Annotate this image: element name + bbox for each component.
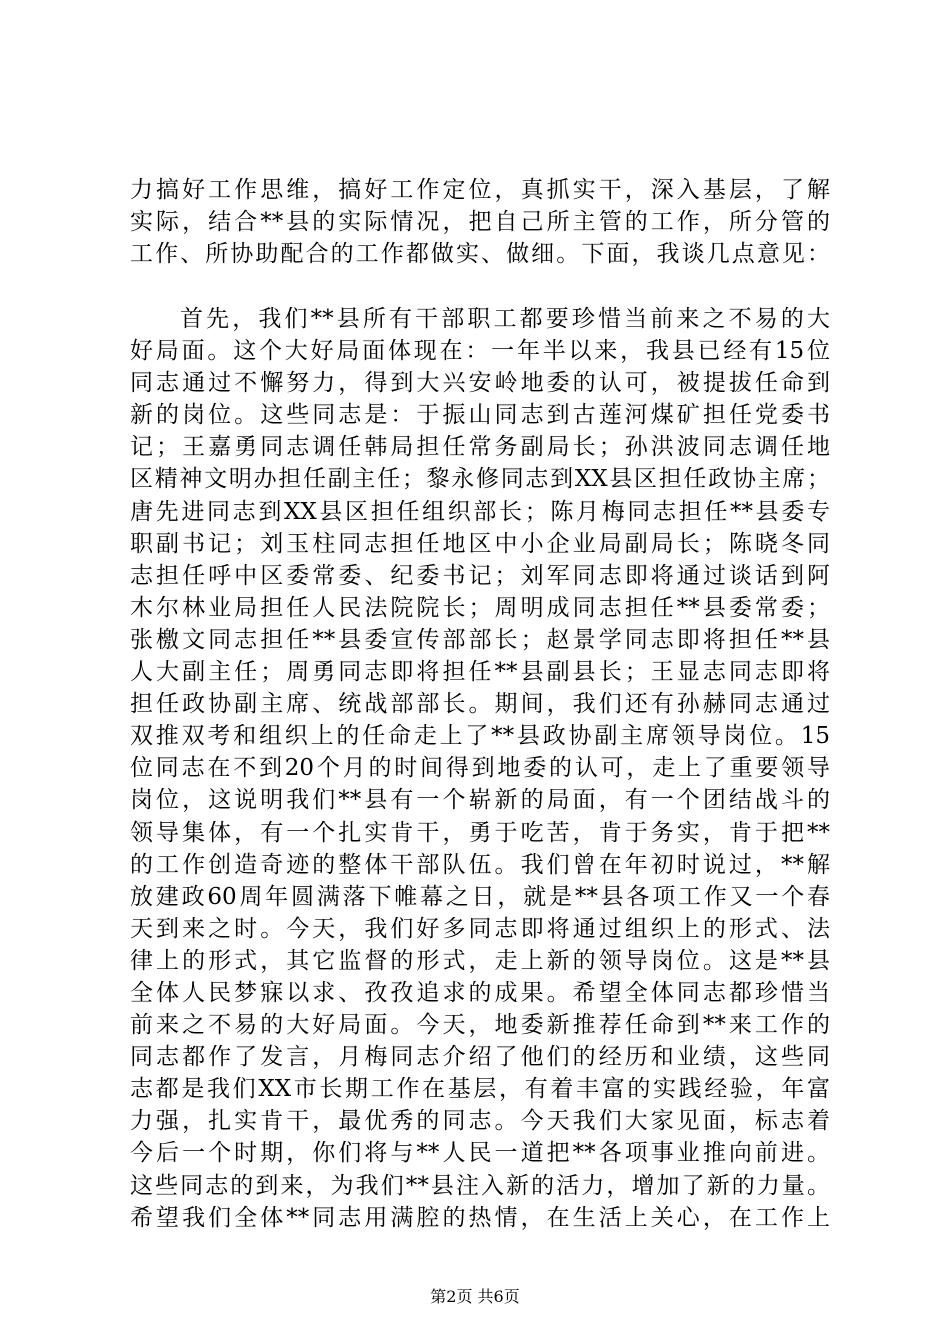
text-line: 职副书记；刘玉柱同志担任地区中小企业局副局长；陈晓冬同 (130, 530, 830, 557)
text-line: 领导集体，有一个扎实肯干，勇于吃苦，肯于务实，肯于把** (130, 819, 830, 846)
text-line: 好局面。这个大好局面体现在：一年半以来，我县已经有15位 (130, 338, 830, 365)
text-line: 区精神文明办担任副主任；黎永修同志到XX县区担任政协主席； (130, 466, 830, 493)
text-line: 志都是我们XX市长期工作在基层，有着丰富的实践经验，年富 (130, 1076, 830, 1103)
text-line: 岗位，这说明我们**县有一个崭新的局面，有一个团结战斗的 (130, 787, 830, 814)
text-line: 木尔林业局担任人民法院院长；周明成同志担任**县委常委； (130, 594, 830, 621)
text-line: 实际，结合**县的实际情况，把自己所主管的工作，所分管的 (130, 209, 830, 236)
paragraph-continuation (130, 174, 830, 270)
text-line: 张檄文同志担任**县委宣传部部长；赵景学同志即将担任**县 (130, 626, 830, 653)
text-line: 力强，扎实肯干，最优秀的同志。今天我们大家见面，标志着 (130, 1108, 830, 1135)
text-line: 唐先进同志到XX县区担任组织部长；陈月梅同志担任**县委专 (130, 498, 830, 525)
page-number-footer: 第2页 共6页 (430, 1287, 520, 1306)
text-line: 位同志在不到20个月的时间得到地委的认可，走上了重要领导 (130, 755, 830, 782)
text-line: 天到来之时。今天，我们好多同志即将通过组织上的形式、法 (130, 915, 830, 942)
text-line: 今后一个时期，你们将与**人民一道把**各项事业推向前进。 (130, 1140, 830, 1167)
text-line: 希望我们全体**同志用满腔的热情，在生活上关心，在工作上 (130, 1204, 830, 1231)
text-line: 工作、所协助配合的工作都做实、做细。下面，我谈几点意见： (130, 241, 830, 268)
text-line: 同志通过不懈努力，得到大兴安岭地委的认可，被提拔任命到 (130, 370, 830, 397)
text-line: 首先，我们**县所有干部职工都要珍惜当前来之不易的大 (180, 306, 830, 332)
text-line: 的工作创造奇迹的整体干部队伍。我们曾在年初时说过，**解 (130, 851, 830, 878)
text-line: 力搞好工作思维，搞好工作定位，真抓实干，深入基层，了解 (130, 177, 830, 203)
text-line: 全体人民梦寐以求、孜孜追求的成果。希望全体同志都珍惜当 (130, 979, 830, 1006)
paragraph-main (130, 303, 830, 1234)
text-line: 这些同志的到来，为我们**县注入新的活力，增加了新的力量。 (130, 1172, 830, 1199)
text-line: 同志都作了发言，月梅同志介绍了他们的经历和业绩，这些同 (130, 1044, 830, 1071)
text-line: 担任政协副主席、统战部部长。期间，我们还有孙赫同志通过 (130, 691, 830, 718)
text-line: 放建政60周年圆满落下帷幕之日，就是**县各项工作又一个春 (130, 883, 830, 910)
text-line: 记；王嘉勇同志调任韩局担任常务副局长；孙洪波同志调任地 (130, 434, 830, 461)
text-line: 新的岗位。这些同志是：于振山同志到古莲河煤矿担任党委书 (130, 402, 830, 429)
text-line: 双推双考和组织上的任命走上了**县政协副主席领导岗位。15 (130, 723, 830, 750)
text-line: 律上的形式，其它监督的形式，走上新的领导岗位。这是**县 (130, 947, 830, 974)
text-line: 前来之不易的大好局面。今天，地委新推荐任命到**来工作的 (130, 1012, 830, 1039)
text-line: 志担任呼中区委常委、纪委书记；刘军同志即将通过谈话到阿 (130, 562, 830, 589)
text-line: 人大副主任；周勇同志即将担任**县副县长；王显志同志即将 (130, 659, 830, 686)
